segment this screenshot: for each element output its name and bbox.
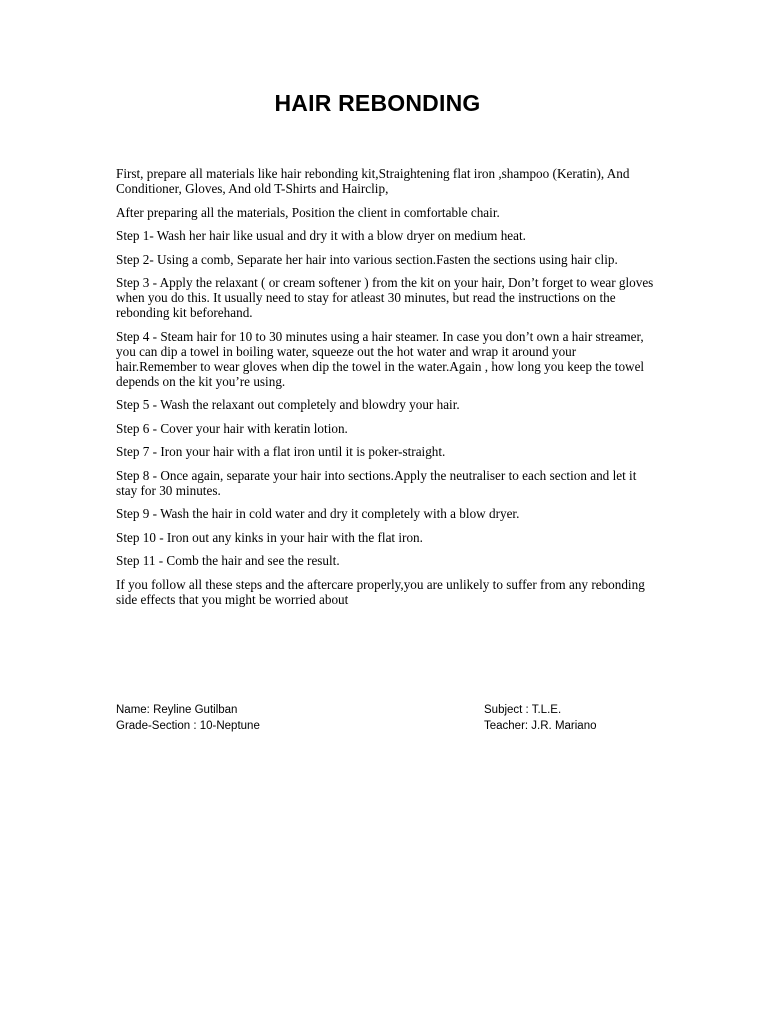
- subject: Subject : T.L.E.: [484, 704, 562, 716]
- paragraph-conclusion: If you follow all these steps and the aftercare properly,you are unlikely to suffer from any rebonding side effects that you might be worried about: [116, 576, 645, 607]
- grade-section: Grade-Section : 10-Neptune: [116, 719, 260, 732]
- paragraph-step-7: Step 7 - Iron your hair with a flat iron until it is poker-straight.: [116, 444, 446, 459]
- paragraph-step-4: Step 4 - Steam hair for 10 to 30 minutes using a hair steamer. In case you don’t own a hair streamer, you can dip a towel in boiling water, squeeze out the hot water and wrap it around your hair.Remember to wear gloves when dip the towel in the water.Again , how long you keep the towel depends on the kit you’re using.: [116, 328, 645, 389]
- paragraph-step-1: Step 1- Wash her hair like usual and dry it with a blow dryer on medium heat.: [116, 228, 526, 243]
- class-info: [484, 703, 597, 734]
- paragraph-intro: First, prepare all materials like hair rebonding kit,Straightening flat iron ,shampoo (Keratin), And Conditioner, Gloves, And old T-Shirts and Hairclip,: [116, 166, 630, 196]
- paragraph-step-8: Step 8 - Once again, separate your hair into sections.Apply the neutraliser to each section and let it stay for 30 minutes.: [116, 467, 637, 498]
- paragraph-step-3: Step 3 - Apply the relaxant ( or cream softener ) from the kit on your hair, Don’t forget to wear gloves when you do this. It usually need to stay for atleast 30 minutes, but read the instructions on the rebonding kit beforehand.: [116, 275, 654, 320]
- paragraph-step-9: Step 9 - Wash the hair in cold water and dry it completely with a blow dryer.: [116, 506, 520, 521]
- paragraph-step-10: Step 10 - Iron out any kinks in your hair with the flat iron.: [116, 529, 423, 545]
- teacher: Teacher: J.R. Mariano: [484, 719, 597, 732]
- student-name: Name: Reyline Gutilban: [116, 704, 238, 716]
- document-body: [116, 166, 656, 615]
- paragraph-position: After preparing all the materials, Position the client in comfortable chair.: [116, 204, 500, 220]
- paragraph-step-11: Step 11 - Comb the hair and see the result.: [116, 553, 340, 568]
- student-info: [116, 703, 260, 734]
- paragraph-step-2: Step 2- Using a comb, Separate her hair into various section.Fasten the sections using hair clip.: [116, 251, 618, 267]
- paragraph-step-6: Step 6 - Cover your hair with keratin lotion.: [116, 420, 348, 436]
- document-title: HAIR REBONDING: [274, 90, 481, 116]
- paragraph-step-5: Step 5 - Wash the relaxant out completely and blowdry your hair.: [116, 397, 460, 412]
